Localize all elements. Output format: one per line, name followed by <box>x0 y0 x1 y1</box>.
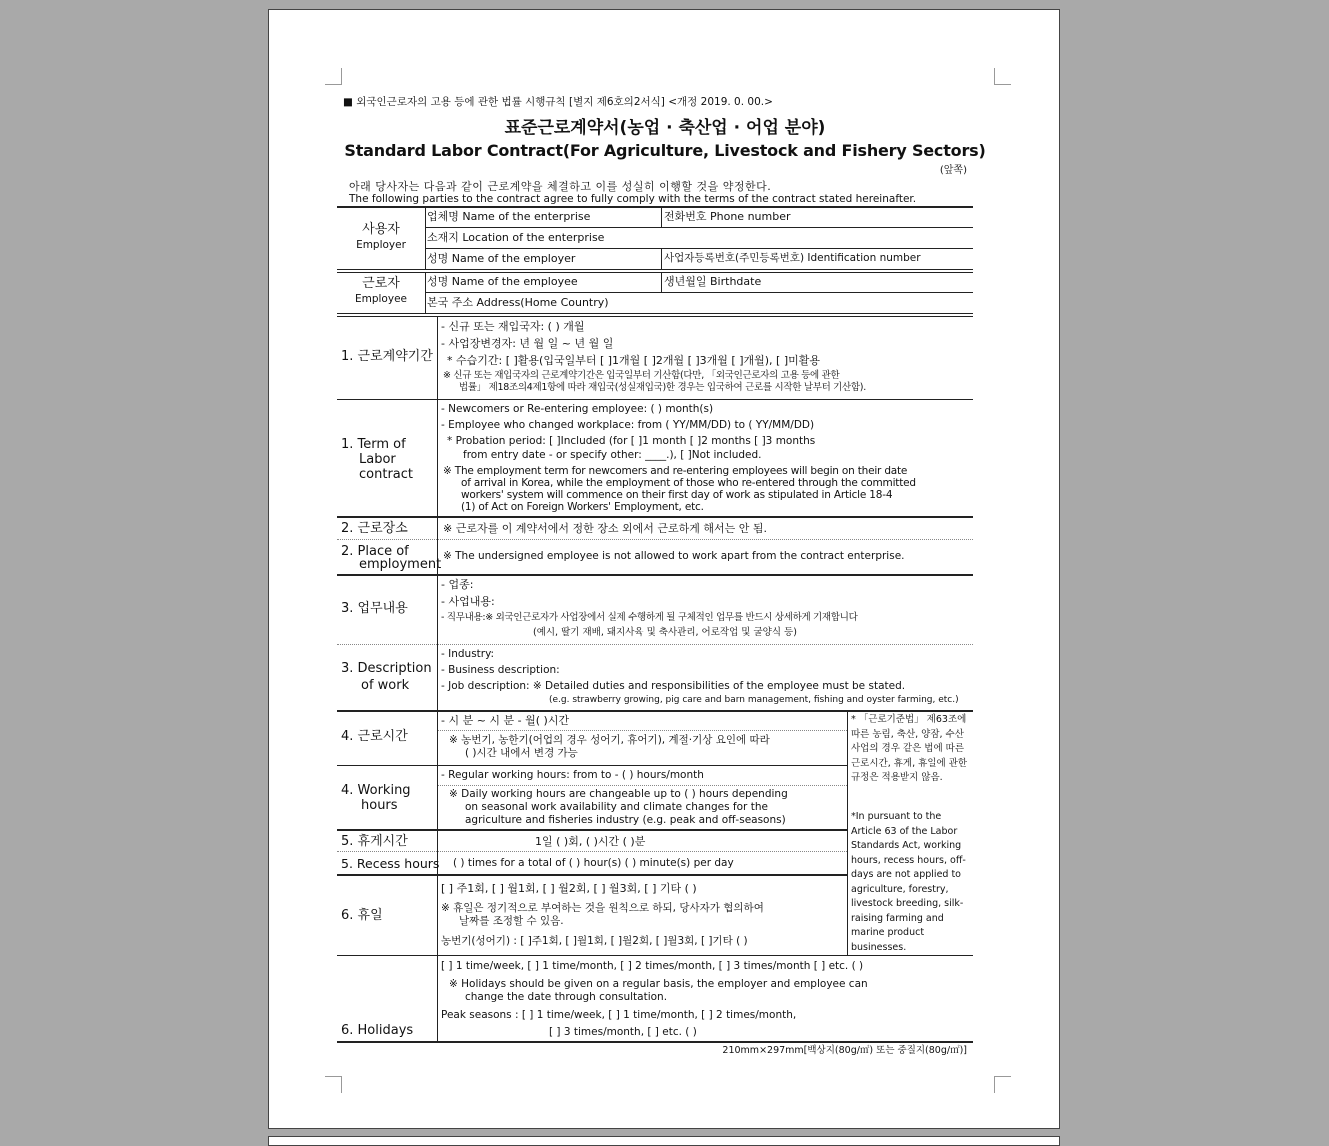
hours-label-ko: 4. 근로시간 <box>341 729 408 744</box>
holidays-ko-line-1[interactable]: [ ] 주1회, [ ] 월1회, [ ] 월2회, [ ] 월3회, [ ] 기타 ( ) <box>441 882 697 895</box>
employer-enterprise-field[interactable]: 업체명 Name of the enterprise <box>427 210 591 223</box>
recess-ko-text[interactable]: 1일 ( )회, ( )시간 ( )분 <box>535 835 646 848</box>
term-label-en-2: Labor <box>359 452 396 467</box>
employee-label-en: Employee <box>354 293 407 305</box>
place-label-en-2: employment <box>359 557 442 572</box>
term-label-ko: 1. 근로계약기간 <box>341 349 433 364</box>
recess-en-text[interactable]: ( ) times for a total of ( ) hour(s) ( ) minute(s) per day <box>453 857 734 869</box>
work-label-en-1: 3. Description <box>341 661 432 676</box>
term-en-line-5b: of arrival in Korea, while the employment of those who re-entered through the committed <box>461 477 916 489</box>
term-ko-line-4b: 법률」 제18조의4제1항에 따라 재입국(성실재입국)한 경우는 입국하여 근로를 시작한 날부터 기산함). <box>459 382 866 393</box>
term-label-en-1: 1. Term of <box>341 437 406 452</box>
work-en-line-4: (e.g. strawberry growing, pig care and barn management, fishing and oyster farming, etc.) <box>549 695 959 705</box>
holidays-label-en: 6. Holidays <box>341 1023 414 1038</box>
next-page-edge <box>268 1136 1060 1146</box>
title-korean: 표준근로계약서(농업 · 축산업 · 어업 분야) <box>504 118 826 138</box>
holidays-en-line-4[interactable]: [ ] 3 times/month, [ ] etc. ( ) <box>549 1026 697 1038</box>
work-ko-line-3[interactable]: - 직무내용:※ 외국인근로자가 사업장에서 실제 수행하게 될 구체적인 업무를 반드시 상세하게 기재합니다 <box>441 612 858 623</box>
employee-birthdate-field[interactable]: 생년월일 Birthdate <box>664 275 762 288</box>
term-en-line-5d: (1) of Act on Foreign Workers' Employment, etc. <box>461 501 704 513</box>
term-en-line-5a: ※ The employment term for newcomers and re-entering employees will begin on their date <box>443 465 908 477</box>
work-label-en-2: of work <box>361 678 410 693</box>
work-ko-line-1[interactable]: - 업종: <box>441 578 474 591</box>
work-ko-line-4: (예시, 딸기 재배, 돼지사육 및 축사관리, 어로작업 및 굴양식 등) <box>533 627 797 638</box>
recess-label-en: 5. Recess hours <box>341 856 440 871</box>
place-label-ko: 2. 근로장소 <box>341 521 408 536</box>
holidays-en-line-1[interactable]: [ ] 1 time/week, [ ] 1 time/month, [ ] 2 times/month, [ ] 3 times/month [ ] etc. ( ) <box>441 960 864 972</box>
hours-label-en-1: 4. Working <box>341 783 411 798</box>
employer-label-ko: 사용자 <box>362 222 400 237</box>
work-en-line-3[interactable]: - Job description: ※ Detailed duties and responsibilities of the employee must be stated. <box>441 680 906 692</box>
term-en-line-1: - Newcomers or Re-entering employee: ( ) month(s) <box>441 403 714 415</box>
work-en-line-2[interactable]: - Business description: <box>441 664 560 676</box>
work-ko-line-2[interactable]: - 사업내용: <box>441 595 495 608</box>
side-note-ko: * 「근로기준법」 제63조에 따른 농림, 축산, 양잠, 수산 사업의 경우 같은 법에 따른 근로시간, 휴게, 휴일에 관한 규정은 적용받지 않음. <box>851 714 968 783</box>
term-en-line-5c: workers' system will commence on their first day of work as stipulated in Article 18-4 <box>461 489 893 501</box>
employer-id-field[interactable]: 사업자등록번호(주민등록번호) Identification number <box>664 252 921 264</box>
term-ko-line-2: - 사업장변경자: 년 월 일 ~ 년 월 일 <box>441 337 614 350</box>
crop-mark-top-left <box>325 68 342 85</box>
hours-label-en-2: hours <box>361 798 398 813</box>
work-label-ko: 3. 업무내용 <box>341 601 408 616</box>
hours-en-line-2b: on seasonal work availability and climate changes for the <box>465 801 768 813</box>
holidays-ko-line-3[interactable]: 농번기(성어기) : [ ]주1회, [ ]월1회, [ ]월2회, [ ]월3회, [ ]기타 ( ) <box>441 935 748 947</box>
hours-ko-line-2b: ( )시간 내에서 변경 가능 <box>465 747 578 759</box>
employer-name-field[interactable]: 성명 Name of the employer <box>427 252 576 265</box>
paper-spec-footer: 210mm×297mm[백상지(80g/㎡) 또는 중질지(80g/㎡)] <box>722 1045 967 1056</box>
place-ko-text: ※ 근로자를 이 계약서에서 정한 장소 외에서 근로하게 해서는 안 됨. <box>443 522 767 535</box>
intro-korean: 아래 당사자는 다음과 같이 근로계약을 체결하고 이를 성실히 이행할 것을 약정한다. <box>349 180 772 193</box>
term-en-line-3: * Probation period: [ ]Included (for [ ]1 month [ ]2 months [ ]3 months <box>447 435 816 447</box>
side-note-en: *In pursuant to the Article 63 of the Labor Standards Act, working hours, recess hours, off-days are not applied to agriculture, forestry, livestock breeding, silk-raising farming and marine product businesses. <box>851 811 966 953</box>
hours-en-line-2a: ※ Daily working hours are changeable up to ( ) hours depending <box>449 788 788 800</box>
crop-mark-bottom-right <box>994 1076 1011 1093</box>
holidays-ko-line-2a: ※ 휴일은 정기적으로 부여하는 것을 원칙으로 하되, 당사자가 협의하여 <box>441 902 764 914</box>
holidays-en-line-2a: ※ Holidays should be given on a regular basis, the employer and employee can <box>449 978 868 990</box>
term-ko-line-3: * 수습기간: [ ]활용(입국일부터 [ ]1개월 [ ]2개월 [ ]3개월 [ ]개월), [ ]미활용 <box>447 354 821 367</box>
work-en-line-1[interactable]: - Industry: <box>441 648 495 660</box>
employer-phone-field[interactable]: 전화번호 Phone number <box>664 210 791 223</box>
employee-name-field[interactable]: 성명 Name of the employee <box>427 275 578 288</box>
front-page-mark: (앞쪽) <box>939 165 967 176</box>
term-label-en-3: contract <box>359 467 413 482</box>
recess-label-ko: 5. 휴게시간 <box>341 834 408 849</box>
document-page <box>268 9 1060 1129</box>
term-ko-line-4a: ※ 신규 또는 재입국자의 근로계약기간은 입국일부터 기산함(다만, 「외국인근로자의 고용 등에 관한 <box>443 370 840 381</box>
holidays-label-ko: 6. 휴일 <box>341 908 383 923</box>
title-english: Standard Labor Contract(For Agriculture, Livestock and Fishery Sectors) <box>344 141 986 160</box>
crop-mark-top-right <box>994 68 1011 85</box>
holidays-ko-line-2b: 날짜를 조정할 수 있음. <box>459 915 564 927</box>
crop-mark-bottom-left <box>325 1076 342 1093</box>
holidays-en-line-2b: change the date through consultation. <box>465 991 668 1003</box>
form-reference-note: ■ 외국인근로자의 고용 등에 관한 법률 시행규칙 [별지 제6호의2서식] <개정 2019. 0. 00.> <box>343 96 773 108</box>
employer-label-en: Employer <box>356 239 406 251</box>
hours-ko-line-2a: ※ 농번기, 농한기(어업의 경우 성어기, 휴어기), 계절·기상 요인에 따라 <box>449 734 770 746</box>
employer-location-field[interactable]: 소재지 Location of the enterprise <box>427 231 605 244</box>
hours-ko-line-1[interactable]: - 시 분 ~ 시 분 - 월( )시간 <box>441 714 570 727</box>
holidays-en-line-3[interactable]: Peak seasons : [ ] 1 time/week, [ ] 1 time/month, [ ] 2 times/month, <box>441 1009 797 1021</box>
term-ko-line-1: - 신규 또는 재입국자: ( ) 개월 <box>441 320 585 333</box>
employee-label-ko: 근로자 <box>362 276 400 291</box>
term-en-line-2: - Employee who changed workplace: from ( YY/MM/DD) to ( YY/MM/DD) <box>441 419 815 431</box>
term-en-line-4: from entry date - or specify other: ____.), [ ]Not included. <box>463 449 762 461</box>
place-label-en-1: 2. Place of <box>341 544 409 559</box>
hours-en-line-2c: agriculture and fisheries industry (e.g. peak and off-seasons) <box>465 814 786 826</box>
intro-english: The following parties to the contract agree to fully comply with the terms of the contract stated hereinafter. <box>349 193 917 205</box>
hours-en-line-1[interactable]: - Regular working hours: from to - ( ) hours/month <box>441 769 704 781</box>
place-en-text: ※ The undersigned employee is not allowed to work apart from the contract enterprise. <box>443 550 905 562</box>
employee-address-field[interactable]: 본국 주소 Address(Home Country) <box>427 296 609 309</box>
